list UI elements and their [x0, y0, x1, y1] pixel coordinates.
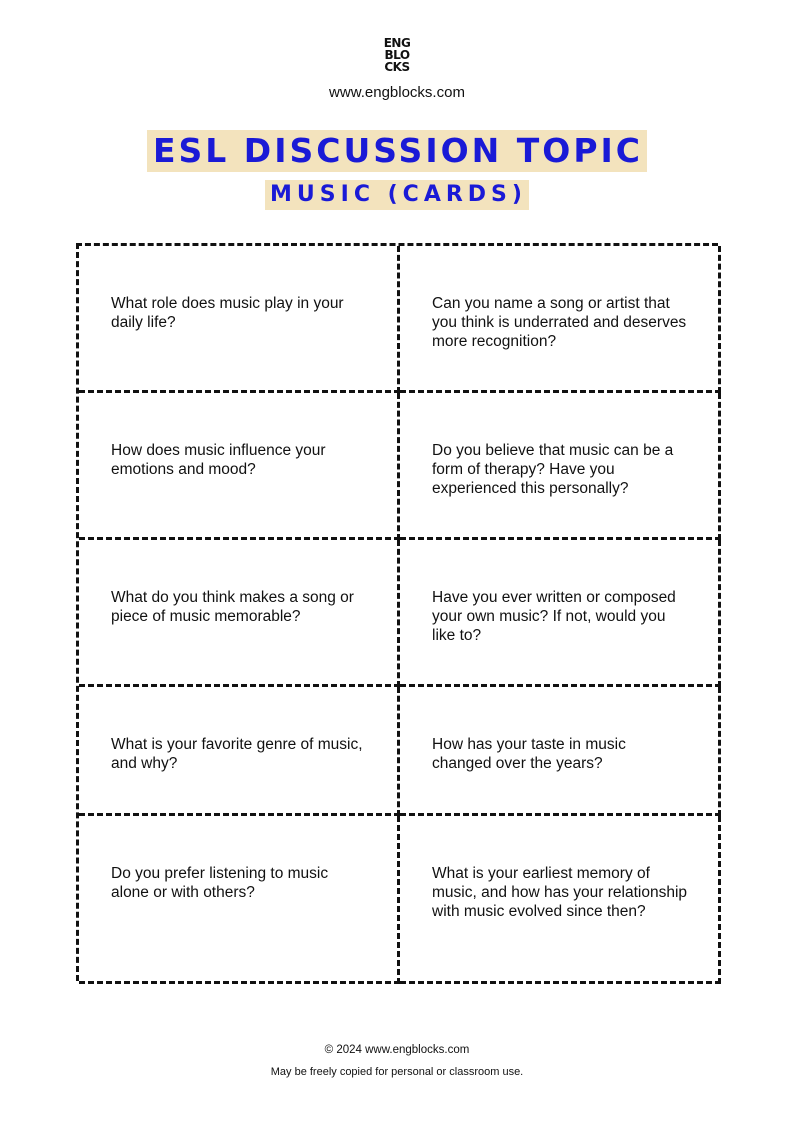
discussion-card: What do you think makes a song or piece of music memorable?	[79, 540, 400, 687]
page-subtitle: MUSIC (CARDS)	[265, 180, 529, 210]
logo-line: ENG	[383, 36, 411, 50]
discussion-card: Do you believe that music can be a form of therapy? Have you experienced this personally?	[400, 393, 721, 540]
footer-copyright: © 2024 www.engblocks.com	[324, 1044, 470, 1056]
footer-note: May be freely copied for personal or classroom use.	[270, 1066, 524, 1078]
discussion-card: What role does music play in your daily life?	[79, 246, 400, 393]
discussion-card: Do you prefer listening to music alone or with others?	[79, 816, 400, 984]
site-url: www.engblocks.com	[329, 84, 465, 101]
discussion-card: Have you ever written or composed your own music? If not, would you like to?	[400, 540, 721, 687]
discussion-card: How has your taste in music changed over the years?	[400, 687, 721, 816]
page-title: ESL DISCUSSION TOPIC	[147, 130, 647, 172]
title-wrap	[0, 130, 794, 172]
discussion-cards-grid	[76, 243, 718, 981]
discussion-card: What is your earliest memory of music, and how has your relationship with music evolved since then?	[400, 816, 721, 984]
logo-line: BLO	[384, 48, 410, 62]
subtitle-wrap	[0, 180, 794, 210]
discussion-card: What is your favorite genre of music, and why?	[79, 687, 400, 816]
engblocks-logo	[0, 37, 794, 73]
logo-line: CKS	[384, 60, 410, 74]
discussion-card: Can you name a song or artist that you think is underrated and deserves more recognition?	[400, 246, 721, 393]
discussion-card: How does music influence your emotions and mood?	[79, 393, 400, 540]
